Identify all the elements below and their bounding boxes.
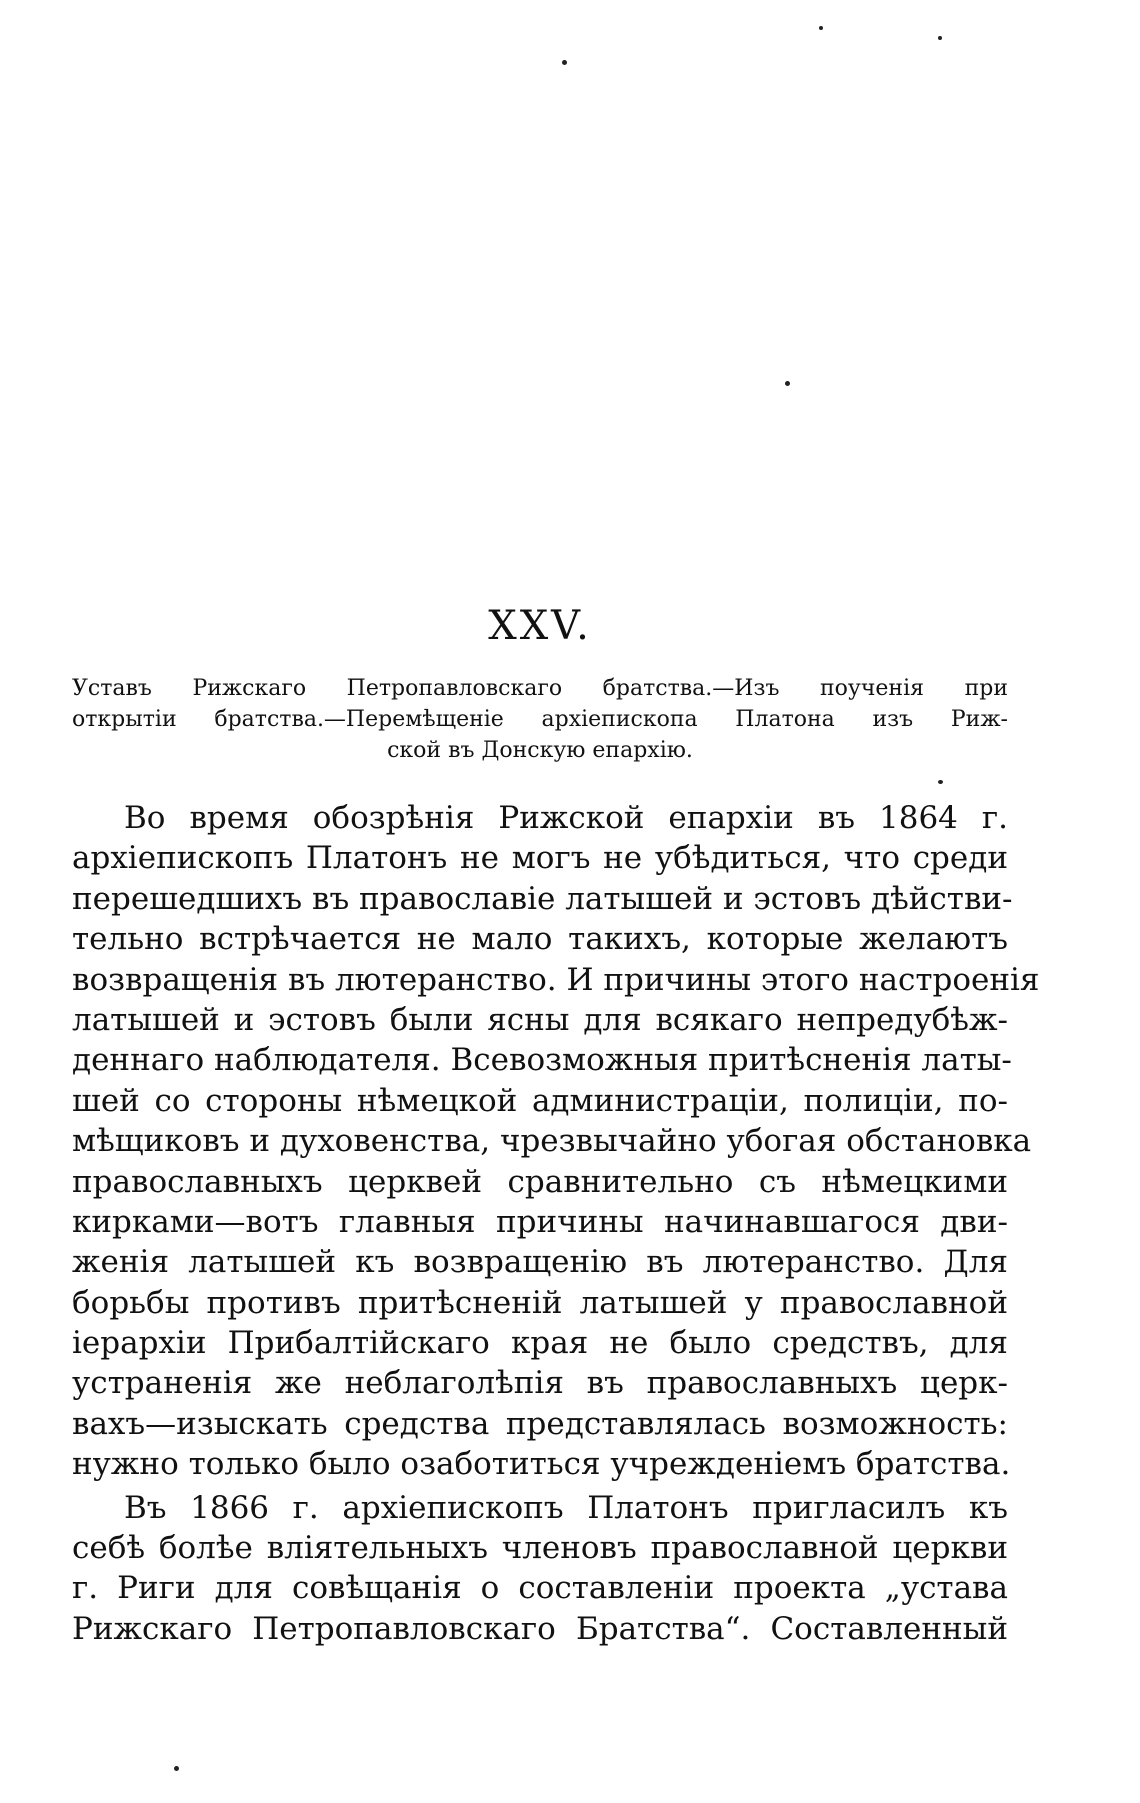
speck-mark — [785, 381, 790, 386]
text-line: нужно только было озаботиться учрежденіемъ братства. — [72, 1446, 1011, 1483]
text-line: деннаго наблюдателя. Всевозможныя притѣсненія латы- — [72, 1042, 1012, 1079]
text-line: іерархіи Прибалтійскаго края не было средствъ, для — [72, 1325, 1008, 1362]
text-line: устраненія же неблаголѣпія въ православныхъ церк- — [72, 1365, 1008, 1402]
text-line: себѣ болѣе вліятельныхъ членовъ православной церкви — [72, 1530, 1008, 1567]
text-line: кирками—вотъ главныя причины начинавшагося дви- — [72, 1203, 1008, 1240]
text-line: возвращенія въ лютеранство. И причины этого настроенія — [72, 961, 1040, 998]
speck-mark — [174, 1766, 179, 1771]
chapter-number: XXV. — [488, 603, 592, 649]
speck-mark — [562, 60, 567, 65]
summary-line: Уставъ Рижскаго Петропавловскаго братства.—Изъ поученія при — [72, 676, 1008, 701]
text-line: Рижскаго Петропавловскаго Братства“. Составленный — [72, 1610, 1008, 1647]
text-line: женія латышей къ возвращенію въ лютеранство. Для — [72, 1244, 1008, 1281]
text-line: Во время обозрѣнія Рижской епархіи въ 1864 г. — [124, 800, 1008, 836]
text-line: шей со стороны нѣмецкой администраціи, полиціи, по- — [72, 1082, 1008, 1119]
text-line: тельно встрѣчается не мало такихъ, которые желаютъ — [72, 921, 1008, 958]
summary-line: ской въ Донскую епархію. — [387, 738, 693, 763]
speck-mark — [938, 36, 942, 40]
text-line: Въ 1866 г. архіепископъ Платонъ пригласилъ къ — [124, 1489, 1008, 1526]
body-text — [72, 798, 1040, 1649]
text-line: перешедшихъ въ православіе латышей и эстовъ дѣйстви- — [72, 880, 1013, 917]
speck-mark — [819, 26, 823, 30]
text-line: латышей и эстовъ были ясны для всякаго непредубѣж- — [72, 1001, 1008, 1038]
summary-line: открытіи братства.—Перемѣщеніе архіепископа Платона изъ Риж- — [72, 707, 1008, 732]
text-line: вахъ—изыскать средства представлялась возможность: — [72, 1405, 1008, 1442]
speck-mark — [938, 780, 943, 784]
text-line: г. Риги для совѣщанія о составленіи проекта „устава — [72, 1570, 1008, 1607]
text-line: православныхъ церквей сравнительно съ нѣмецкими — [72, 1163, 1008, 1200]
text-line: мѣщиковъ и духовенства, чрезвычайно убогая обстановка — [72, 1123, 1032, 1160]
text-line: архіепископъ Платонъ не могъ не убѣдиться, что среди — [72, 840, 1008, 877]
chapter-summary — [72, 673, 1008, 766]
text-line: борьбы противъ притѣсненій латышей у православной — [72, 1284, 1008, 1321]
